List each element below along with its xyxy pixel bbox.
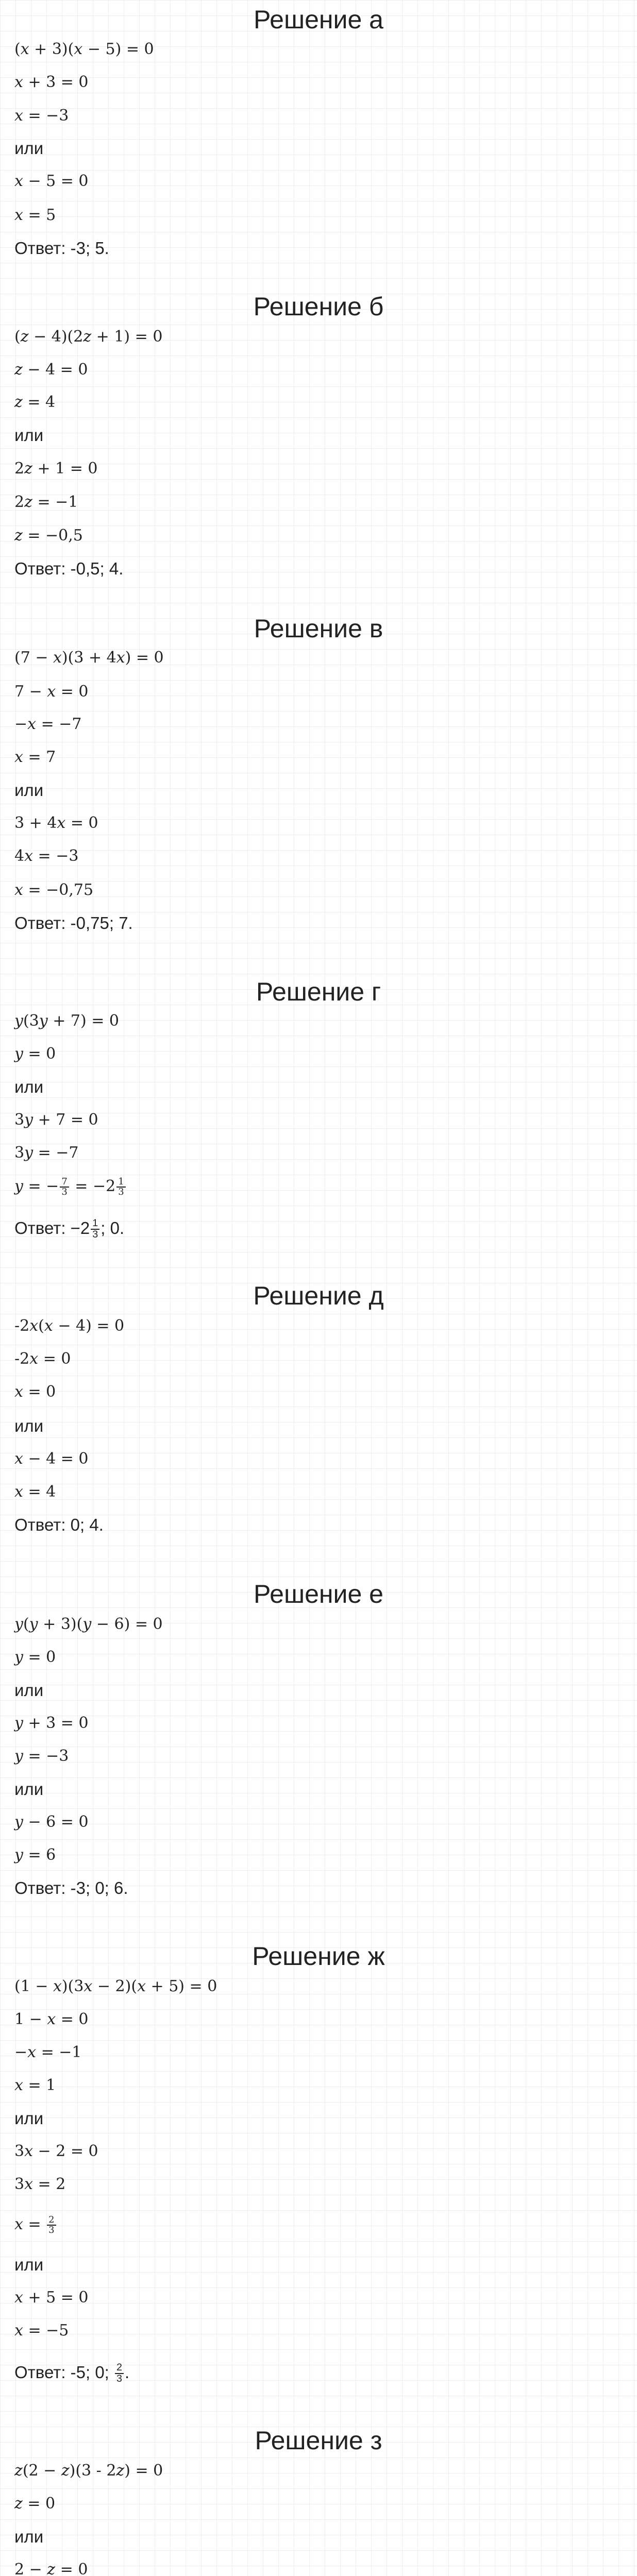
fraction [116,1177,125,1197]
math-variable: x [27,2043,37,2061]
fraction [60,1177,69,1197]
or-label: или [14,139,44,158]
answer-line: Ответ: 0; 4. [14,1515,104,1534]
math-variable: x [116,649,125,667]
math-text: 2 − [14,2561,47,2576]
math-variable: y [39,1012,48,1030]
math-variable: z [24,460,32,478]
math-variable: y [14,1045,23,1063]
math-text: = −2 [70,1177,116,1195]
math-text: = 0 [23,1648,56,1666]
math-variable: x [24,2142,33,2160]
math-text: = 6 [23,1846,56,1864]
fraction-denominator: 3 [92,1229,98,1241]
or-label: или [14,2109,44,2128]
math-variable: z [24,493,32,511]
math-text: − 4 = 0 [22,361,88,379]
answer-line: Ответ: -0,75; 7. [14,913,133,933]
math-text: -2 [14,1350,30,1368]
math-text: − 6 = 0 [23,1813,89,1831]
math-text: . [125,2363,130,2382]
math-text: 3 [14,2142,25,2160]
math-text: 1 − [14,2010,47,2028]
math-text: = −3 [23,1747,69,1765]
math-text: = 0 [23,1045,56,1063]
equation-line [14,1746,69,1767]
math-variable: x [14,2215,23,2233]
or-label: или [14,1416,44,1435]
equation-line [14,1176,127,1197]
section-title-zh: Решение ж [252,1942,385,1971]
equation-line [14,327,162,347]
math-variable: x [14,206,23,224]
equation-line [14,360,88,380]
fraction [91,1218,99,1240]
math-variable: x [14,73,23,91]
equation-line [14,1316,124,1336]
math-variable: x [20,40,29,58]
fraction-denominator: 3 [118,1187,124,1197]
math-text: ( [38,1317,44,1335]
math-variable: x [53,649,62,667]
equation-line [14,2494,55,2514]
math-text: + 5) = 0 [145,1977,217,1995]
equation-line [14,1011,119,1031]
math-text: = 0 [56,683,89,701]
math-text: = −3 [33,847,79,865]
math-text: (1 − [14,1977,53,1995]
math-text: = −1 [32,493,78,511]
math-text: − 4)(2 [28,328,83,346]
math-variable: z [14,361,23,379]
section-title-b: Решение б [253,292,384,321]
section-title-a: Решение а [254,5,383,34]
math-text: Ответ: −2 [14,1218,90,1238]
math-text: − 4) = 0 [53,1317,125,1335]
math-variable: x [14,881,23,899]
math-variable: x [14,172,23,190]
math-text: (7 − [14,649,53,667]
math-variable: x [47,683,56,701]
math-variable: z [47,2561,56,2576]
math-variable: y [14,1846,23,1864]
math-variable: y [14,1648,23,1666]
math-text: = −1 [36,2043,82,2061]
math-text: (3 [23,1012,39,1030]
equation-line [14,459,98,479]
math-text: = 0 [22,2495,56,2513]
equation-line [14,1976,217,1997]
equation-line [14,205,56,226]
math-text: = 5 [23,206,56,224]
math-variable: z [116,2462,125,2480]
equation-line [14,1713,89,1734]
math-text: − [14,715,28,733]
section-title-v: Решение в [254,614,383,643]
math-variable: y [14,1615,23,1633]
math-text: + 7 = 0 [33,1111,98,1129]
equation-line [14,1044,56,1064]
section-title-g: Решение г [256,977,381,1006]
equation-line [14,813,98,834]
math-text: ( [14,328,21,346]
fraction [115,2363,124,2384]
equation-line [14,106,69,126]
equation-line [14,1482,56,1502]
equation-line [14,648,164,668]
fraction-numerator: 7 [60,1177,69,1188]
math-variable: z [14,527,23,545]
equation-line [14,2042,82,2063]
equation-line [14,1647,56,1668]
math-text: − 6) = 0 [91,1615,163,1633]
math-variable: y [24,1144,33,1162]
math-text: = 1 [23,2076,56,2094]
math-text: = − [23,1177,59,1195]
math-text: = 0 [55,2561,88,2576]
math-text: 2 [14,460,25,478]
math-variable: x [137,1977,146,1995]
math-variable: x [14,2076,23,2094]
math-text: + 1) = 0 [91,328,163,346]
math-text: 7 − [14,683,47,701]
fraction-numerator: 1 [91,1218,99,1230]
math-text: + 3 = 0 [23,73,89,91]
math-text: = 7 [23,748,56,766]
fraction-denominator: 3 [61,1187,68,1197]
or-label: или [14,1681,44,1700]
math-text: )(3 - 2 [69,2462,116,2480]
equation-line [14,1382,56,1402]
equation-line [14,2214,57,2235]
equation-line [14,171,89,192]
fraction-numerator: 2 [47,2215,56,2226]
answer-line [14,2362,129,2384]
math-text: 3 [14,2175,25,2193]
math-variable: y [14,1012,23,1030]
math-text: = 0 [23,1383,56,1401]
math-text: ; 0. [100,1218,125,1238]
math-variable: x [14,748,23,766]
math-variable: y [14,1813,23,1831]
math-variable: z [14,393,23,411]
math-text: + 3)( [29,40,74,58]
or-label: или [14,1077,44,1096]
math-text: + 3 = 0 [23,1714,89,1732]
math-text: Ответ: -5; 0; [14,2363,114,2382]
math-text: − 5 = 0 [23,172,89,190]
equation-line [14,2009,89,2030]
math-text: = 0 [56,2010,89,2028]
math-text: = −7 [36,715,82,733]
answer-line: Ответ: -3; 5. [14,239,109,258]
math-text: = −0,75 [23,881,94,899]
math-text: + 7) = 0 [47,1012,119,1030]
fraction-numerator: 1 [116,1177,125,1188]
equation-line [14,1349,71,1369]
math-variable: x [29,1350,39,1368]
math-variable: x [29,1317,39,1335]
math-text: (2 − [22,2462,61,2480]
math-text: ( [14,40,21,58]
math-text: = 4 [22,393,56,411]
equation-line [14,2141,98,2162]
math-text: -2 [14,1317,30,1335]
math-variable: x [27,715,37,733]
equation-line [14,1449,89,1469]
math-text: ) = 0 [124,2462,163,2480]
math-variable: y [14,1747,23,1765]
equation-line [14,1812,89,1833]
section-title-z: Решение з [255,2426,382,2455]
math-variable: x [53,1977,62,1995]
math-variable: x [24,2175,33,2193]
math-variable: y [14,1714,23,1732]
or-label: или [14,426,44,445]
math-variable: y [14,1177,23,1195]
math-text: = −3 [23,107,69,125]
equation-line [14,2075,56,2096]
equation-line [14,2461,163,2481]
math-text: 3 + 4 [14,814,57,832]
answer-line: Ответ: -0,5; 4. [14,559,124,578]
math-variable: y [29,1615,38,1633]
math-text: + 5 = 0 [23,2289,89,2307]
math-variable: x [83,1977,93,1995]
math-text: = 0 [65,814,98,832]
math-text: ( [23,1615,29,1633]
or-label: или [14,781,44,800]
math-text: + 1 = 0 [32,460,98,478]
math-text: − 2)( [92,1977,138,1995]
or-label: или [14,2527,44,2546]
math-text: )(3 [61,1977,84,1995]
math-text: = −0,5 [22,527,83,545]
equation-line [14,2174,65,2195]
section-title-e: Решение е [254,1580,383,1608]
equation-line [14,1845,56,1866]
equation-line [14,392,55,413]
equation-line [14,1110,98,1130]
math-variable: x [14,2321,23,2340]
math-text: 2 [14,493,25,511]
section-title-d: Решение д [253,1281,384,1310]
math-text: )(3 + 4 [61,649,116,667]
math-variable: x [14,1383,23,1401]
or-label: или [14,2255,44,2274]
equation-line [14,492,78,513]
math-variable: z [14,2495,23,2513]
math-text: − [14,2043,28,2061]
math-variable: x [14,107,23,125]
math-variable: y [24,1111,33,1129]
equation-line [14,714,82,735]
fraction [47,2215,56,2235]
or-label: или [14,1780,44,1799]
equation-line [14,747,56,768]
math-variable: x [24,847,33,865]
math-text: + 3)( [38,1615,83,1633]
math-text: = 4 [23,1483,56,1501]
math-text: = 2 [33,2175,66,2193]
math-text: − 5) = 0 [82,40,154,58]
math-text: 3 [14,1111,25,1129]
math-text: = 0 [38,1350,71,1368]
fraction-denominator: 3 [48,2225,55,2235]
equation-line [14,2287,89,2308]
answer-line: Ответ: -3; 0; 6. [14,1878,128,1897]
math-text: = [23,2215,46,2233]
math-variable: x [14,2289,23,2307]
math-variable: x [14,1450,23,1468]
equation-line [14,72,89,93]
fraction-numerator: 2 [115,2363,124,2374]
math-variable: z [20,328,29,346]
math-variable: x [44,1317,53,1335]
math-variable: x [57,814,66,832]
equation-line [14,2560,88,2576]
math-variable: z [61,2462,70,2480]
math-variable: z [14,2462,23,2480]
math-text: = −5 [23,2321,69,2340]
math-variable: x [47,2010,56,2028]
equation-line [14,1143,78,1163]
math-text: − 2 = 0 [33,2142,98,2160]
equation-line [14,1614,163,1635]
math-text: ) = 0 [125,649,164,667]
equation-line [14,880,93,901]
math-variable: x [14,1483,23,1501]
equation-line [14,2320,69,2341]
math-variable: z [83,328,92,346]
math-text: − 4 = 0 [23,1450,89,1468]
fraction-denominator: 3 [116,2373,123,2385]
equation-line [14,682,89,702]
math-variable: x [74,40,83,58]
math-text: 4 [14,847,25,865]
math-text: 3 [14,1144,25,1162]
answer-line [14,1218,124,1240]
equation-line [14,39,154,60]
math-variable: y [82,1615,92,1633]
math-text: = −7 [33,1144,79,1162]
equation-line [14,846,78,867]
equation-line [14,526,83,546]
